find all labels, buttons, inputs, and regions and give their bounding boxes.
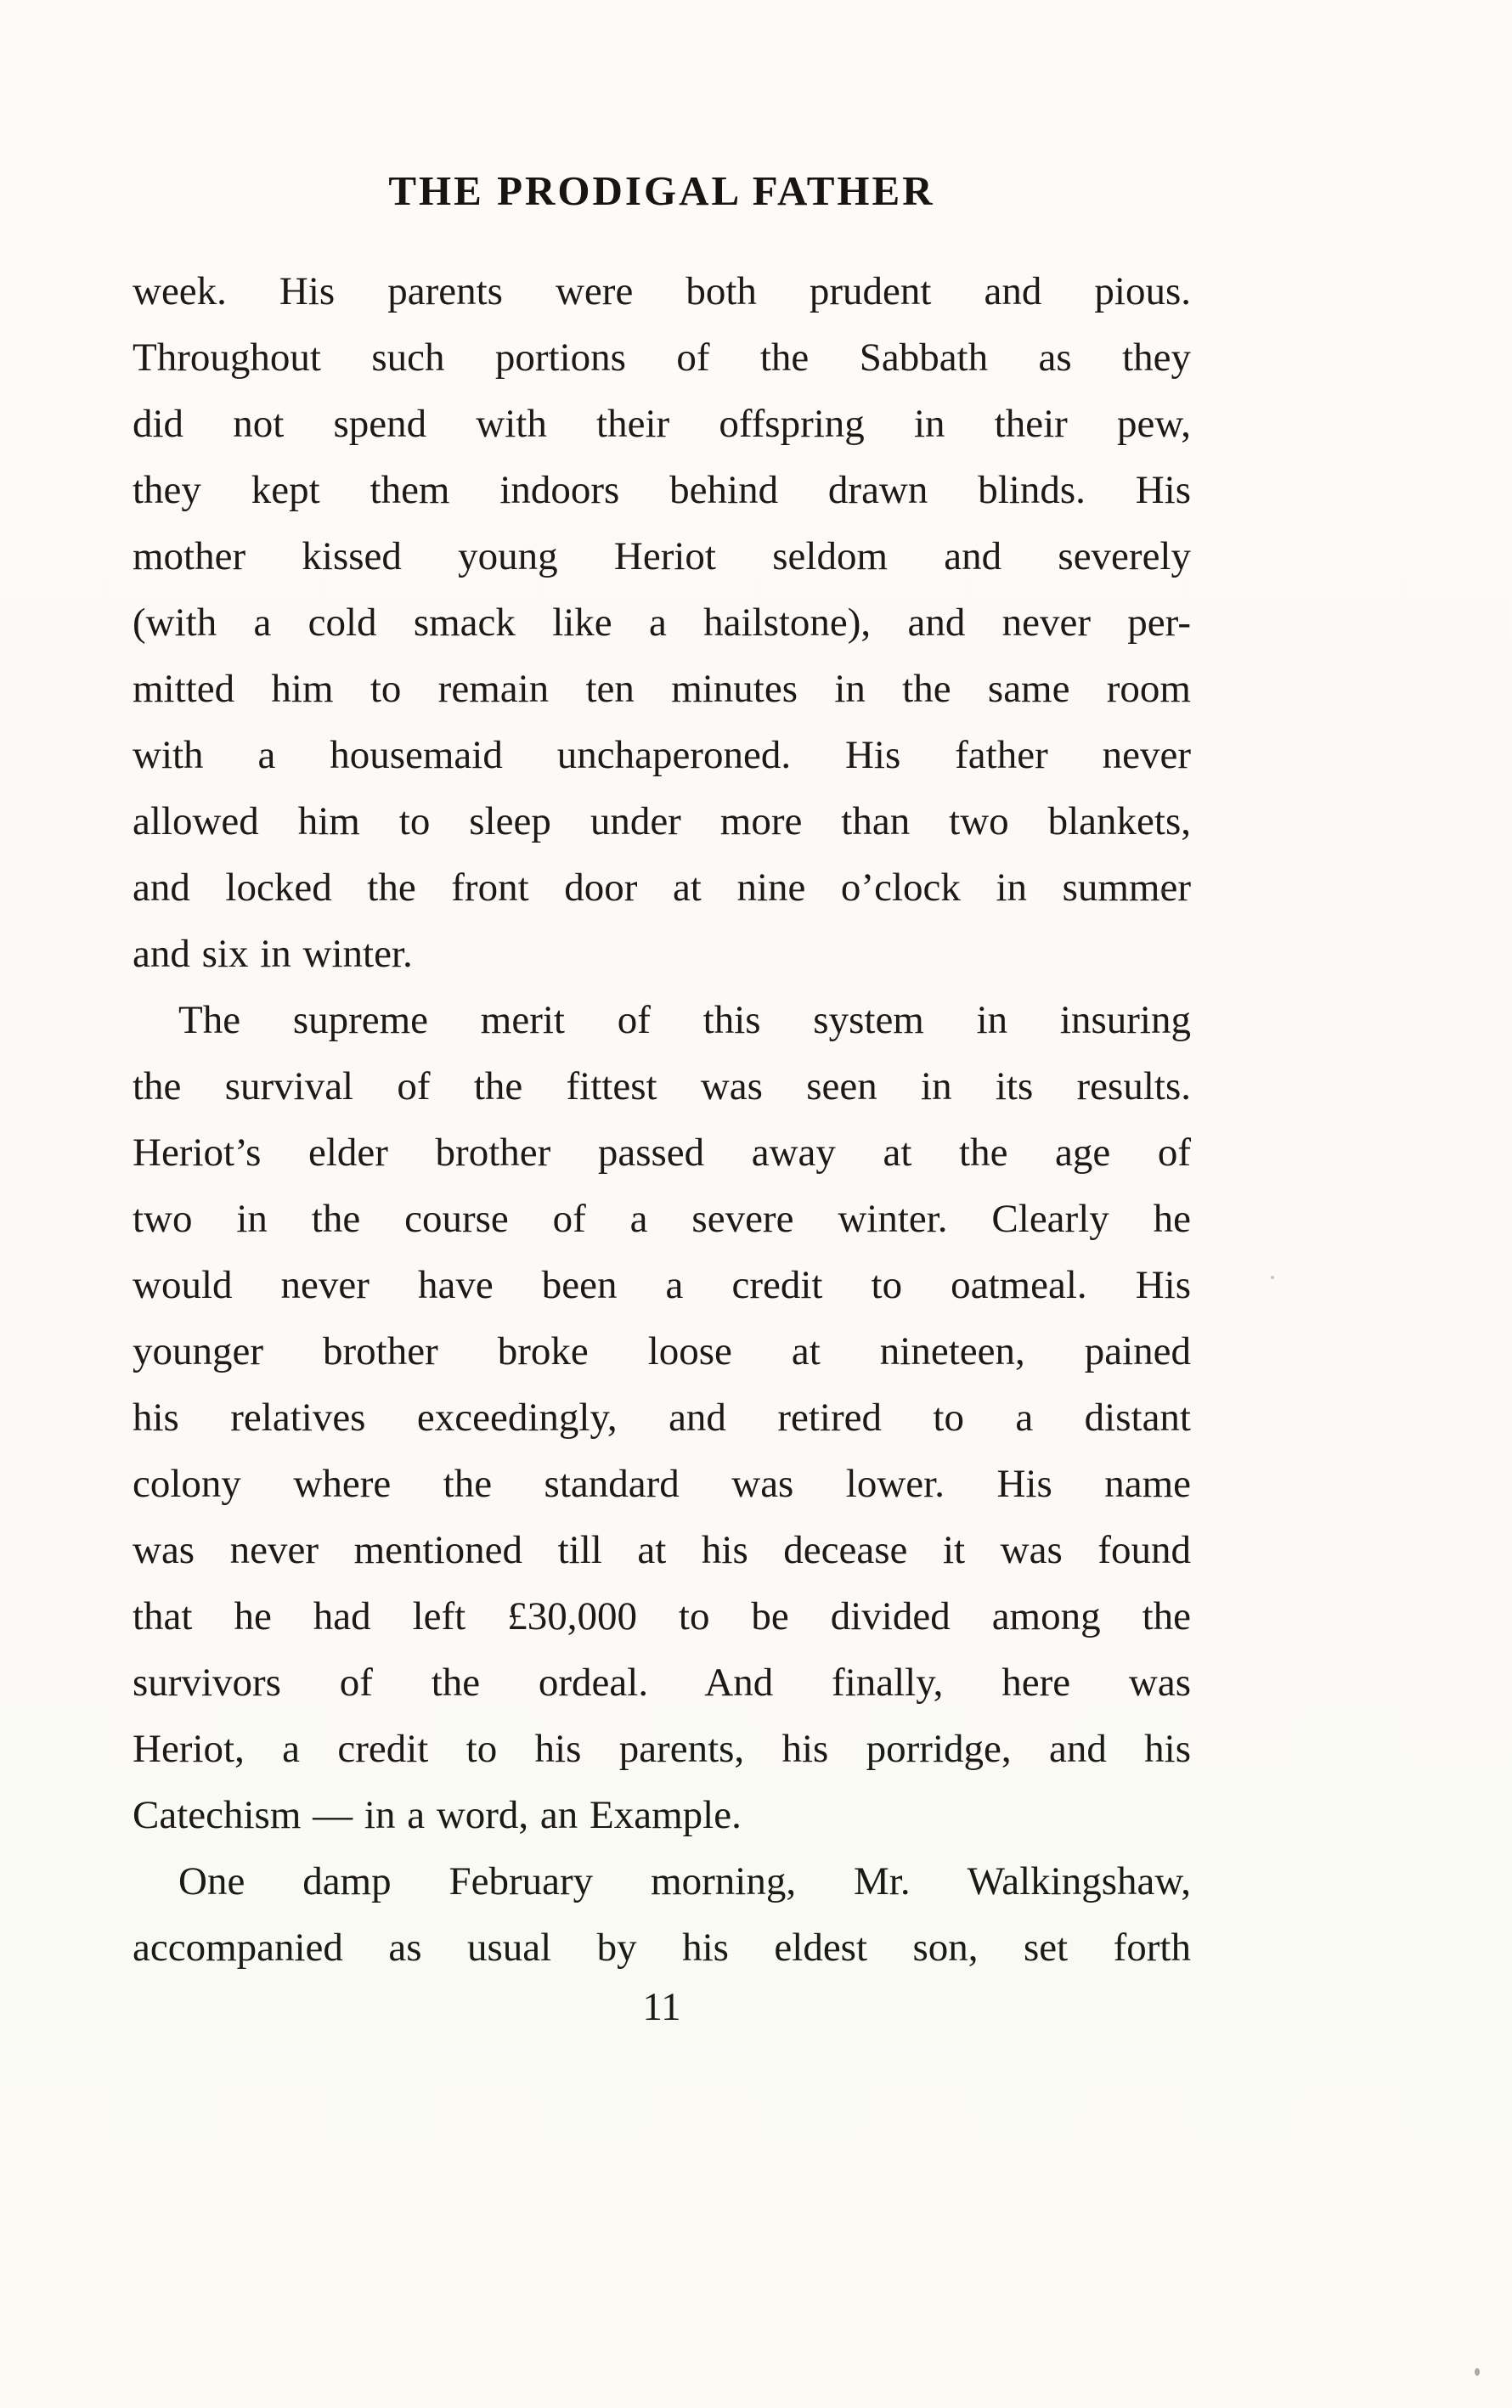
text-line: was never mentioned till at his decease it was found	[133, 1528, 1191, 1572]
text-line: survivors of the ordeal. And finally, here was	[133, 1661, 1191, 1705]
text-line: mitted him to remain ten minutes in the same room	[133, 667, 1191, 711]
paragraph	[133, 258, 1191, 987]
scan-speck	[1160, 889, 1165, 894]
running-head: THE PRODIGAL FATHER	[388, 167, 935, 214]
text-line: and six in winter.	[133, 932, 413, 976]
text-line: younger brother broke loose at nineteen, pained	[133, 1329, 1191, 1373]
text-line: week. His parents were both prudent and pious.	[133, 269, 1191, 313]
text-line: Heriot’s elder brother passed away at the age of	[133, 1131, 1191, 1175]
paragraph	[133, 1848, 1191, 1981]
text-line: The supreme merit of this system in insuring	[178, 998, 1191, 1042]
text-line: allowed him to sleep under more than two blankets,	[133, 799, 1191, 843]
text-line: that he had left £30,000 to be divided among the	[133, 1594, 1191, 1638]
text-line: Catechism — in a word, an Example.	[133, 1793, 742, 1837]
text-line: Heriot, a credit to his parents, his porridge, and his	[133, 1727, 1191, 1771]
text-block	[133, 258, 1191, 1981]
text-line: One damp February morning, Mr. Walkingshaw,	[178, 1859, 1191, 1903]
text-line: they kept them indoors behind drawn blinds. His	[133, 468, 1191, 512]
text-line: and locked the front door at nine o’clock in summer	[133, 866, 1191, 910]
text-line: mother kissed young Heriot seldom and severely	[133, 534, 1191, 578]
text-line: Throughout such portions of the Sabbath as they	[133, 336, 1191, 380]
paragraph	[133, 987, 1191, 1848]
text-line: colony where the standard was lower. His name	[133, 1462, 1191, 1506]
text-line: with a housemaid unchaperoned. His father never	[133, 733, 1191, 777]
scan-speck	[1271, 1276, 1274, 1279]
text-line: two in the course of a severe winter. Clearly he	[133, 1197, 1191, 1241]
text-line: the survival of the fittest was seen in its results.	[133, 1064, 1191, 1108]
text-line: would never have been a credit to oatmeal. His	[133, 1263, 1191, 1307]
text-line: accompanied as usual by his eldest son, set forth	[133, 1926, 1191, 1970]
scan-speck	[1475, 2368, 1480, 2376]
page-number: 11	[642, 1985, 681, 2029]
text-line: his relatives exceedingly, and retired to a distant	[133, 1396, 1191, 1440]
text-line: did not spend with their offspring in their pew,	[133, 402, 1191, 446]
text-line: (with a cold smack like a hailstone), and never per-	[133, 601, 1191, 645]
